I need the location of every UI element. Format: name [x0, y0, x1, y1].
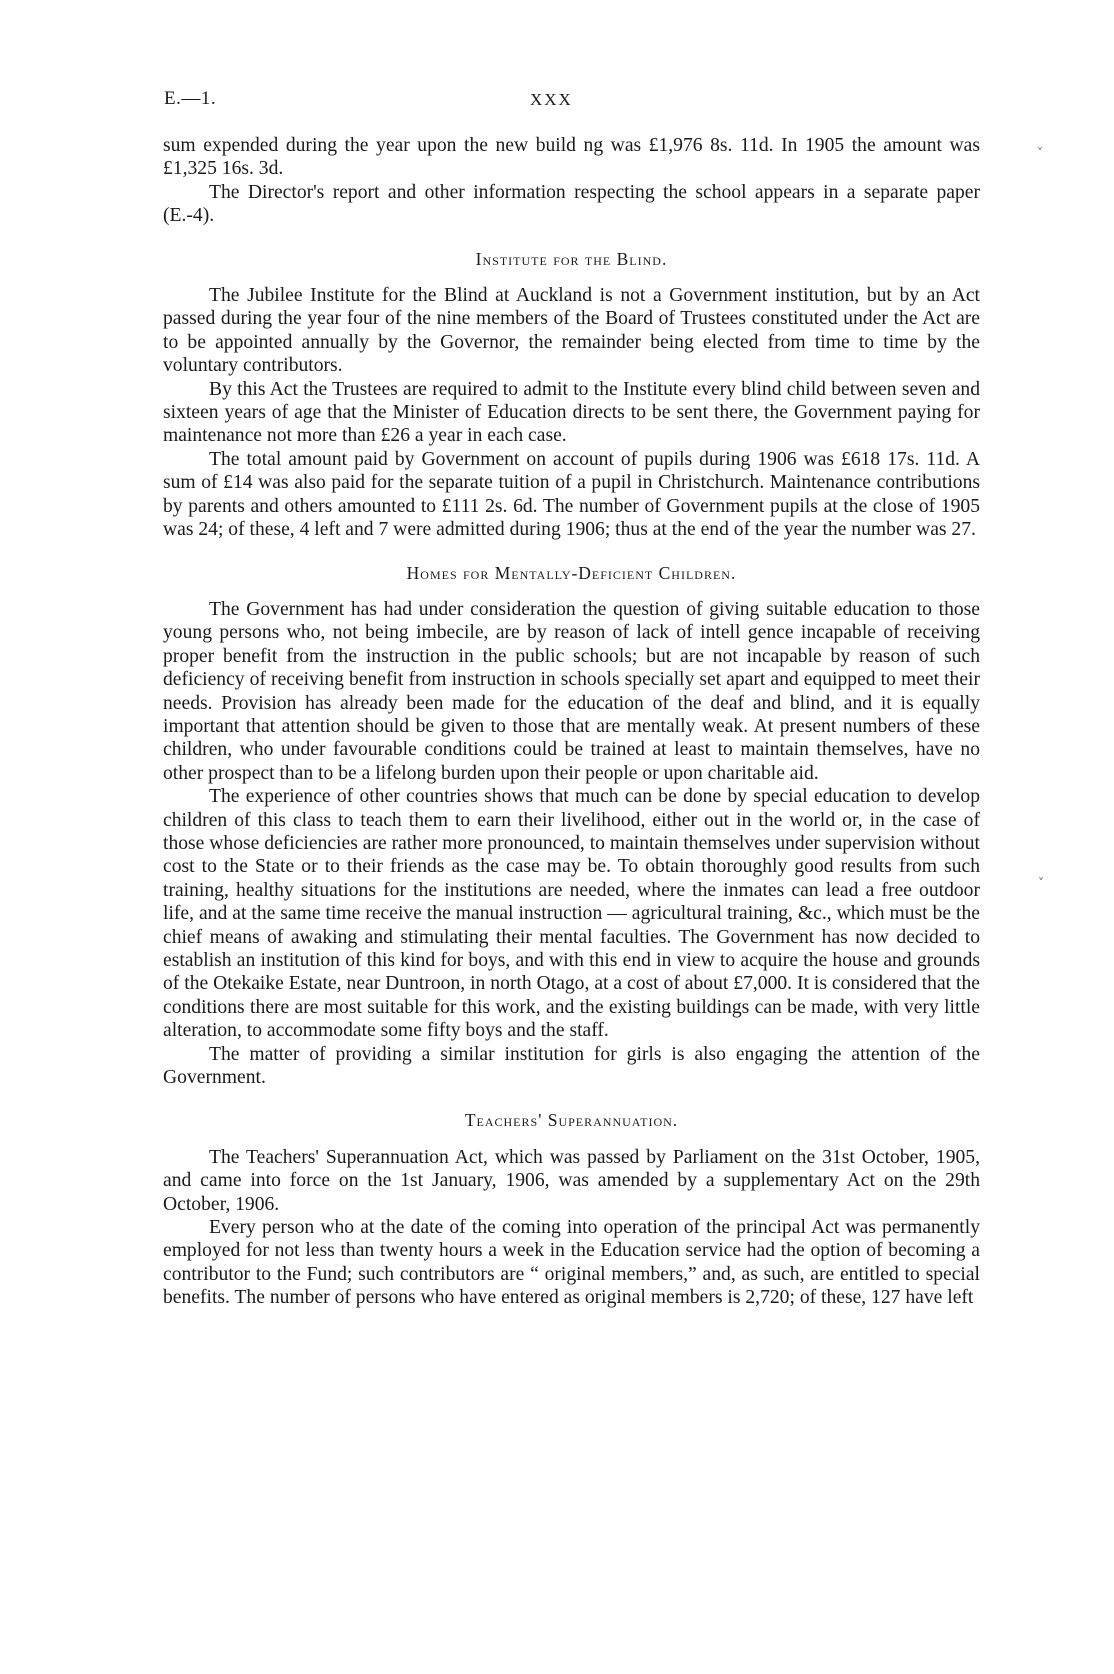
blind-paragraph-1: The Jubilee Institute for the Blind at Auckland is not a Government institution, but by an Act passed during the year four of the nine members of the Board of Trustees constituted under the Act are to be appointed annually by the Governor, the remainder being elected from time to time by the voluntary contributors.	[163, 285, 980, 377]
blind-paragraph-2: By this Act the Trustees are required to admit to the Institute every blind child between seven and sixteen years of age that the Minister of Education directs to be sent there, the Government paying for maintenance not more than £26 a year in each case.	[163, 378, 980, 447]
margin-mark: ˅	[1037, 146, 1043, 160]
page-body	[163, 134, 980, 1310]
section-heading-superannuation: Teachers' Superannuation.	[464, 1110, 679, 1131]
superannuation-paragraph-1: The Teachers' Superannuation Act, which was passed by Parliament on the 31st October, 1905, and came into force on the 1st January, 1906, was amended by a supplementary Act on the 29th October, 1906.	[163, 1146, 980, 1215]
page-reference: E.—1.	[164, 88, 217, 109]
section-heading-homes: Homes for Mentally-Deficient Children.	[406, 562, 737, 583]
page-number: XXX	[530, 90, 573, 109]
superannuation-paragraph-2: Every person who at the date of the coming into operation of the principal Act was permanently employed for not less than twenty hours a week in the Education service had the option of becoming a contributor to the Fund; such contributors are “ original members,” and, as such, are entitled to special benefits. The number of persons who have entered as original members is 2,720; of these, 127 have left	[163, 1217, 980, 1309]
intro-paragraph-2: The Director's report and other information respecting the school appears in a separate paper (E.-4).	[163, 181, 980, 227]
blind-paragraph-3: The total amount paid by Government on account of pupils during 1906 was £618 17s. 11d. A sum of £14 was also paid for the separate tuition of a pupil in Christchurch. Maintenance contributions by parents and others amounted to £111 2s. 6d. The number of Government pupils at the close of 1905 was 24; of these, 4 left and 7 were admitted during 1906; thus at the end of the year the number was 27.	[163, 448, 980, 541]
intro-paragraph-1: sum expended during the year upon the new build ng was £1,976 8s. 11d. In 1905 the amount was £1,325 16s. 3d.	[163, 135, 980, 180]
homes-paragraph-1: The Government has had under consideration the question of giving suitable education to those young persons who, not being imbecile, are by reason of lack of intell gence incapable of receiving proper benefit from the instruction in the public schools; but are not incapable by reason of such deficiency of receiving benefit from instruction in schools specially set apart and equipped to meet their needs. Provision has already been made for the education of the deaf and blind, and it is equally important that attention should be given to those that are mentally weak. At present numbers of these children, who under favourable conditions could be trained at least to maintain themselves, have no other prospect than to be a lifelong burden upon their people or upon charitable aid.	[163, 598, 980, 784]
section-heading-blind: Institute for the Blind.	[475, 248, 668, 269]
margin-mark: ˅	[1038, 876, 1044, 890]
homes-paragraph-2: The experience of other countries shows that much can be done by special education to develop children of this class to teach them to earn their livelihood, either out in the world or, in the case of those whose deficiencies are rather more pronounced, to maintain themselves under supervision without cost to the State or to their friends as the case may be. To obtain thoroughly good results from such training, healthy situations for the institutions are needed, where the inmates can lead a free outdoor life, and at the same time receive the manual instruction — agricultural training, &c., which must be the chief means of awaking and stimulating their mental faculties. The Government has now decided to establish an institution of this kind for boys, and with this end in view to acquire the house and grounds of the Otekaike Estate, near Duntroon, in north Otago, at a cost of about £7,000. It is considered that the conditions there are most suitable for this work, and the existing buildings can be made, with very little alteration, to accommodate some fifty boys and the staff.	[163, 786, 980, 1042]
homes-paragraph-3: The matter of providing a similar institution for girls is also engaging the attention of the Government.	[163, 1043, 980, 1089]
